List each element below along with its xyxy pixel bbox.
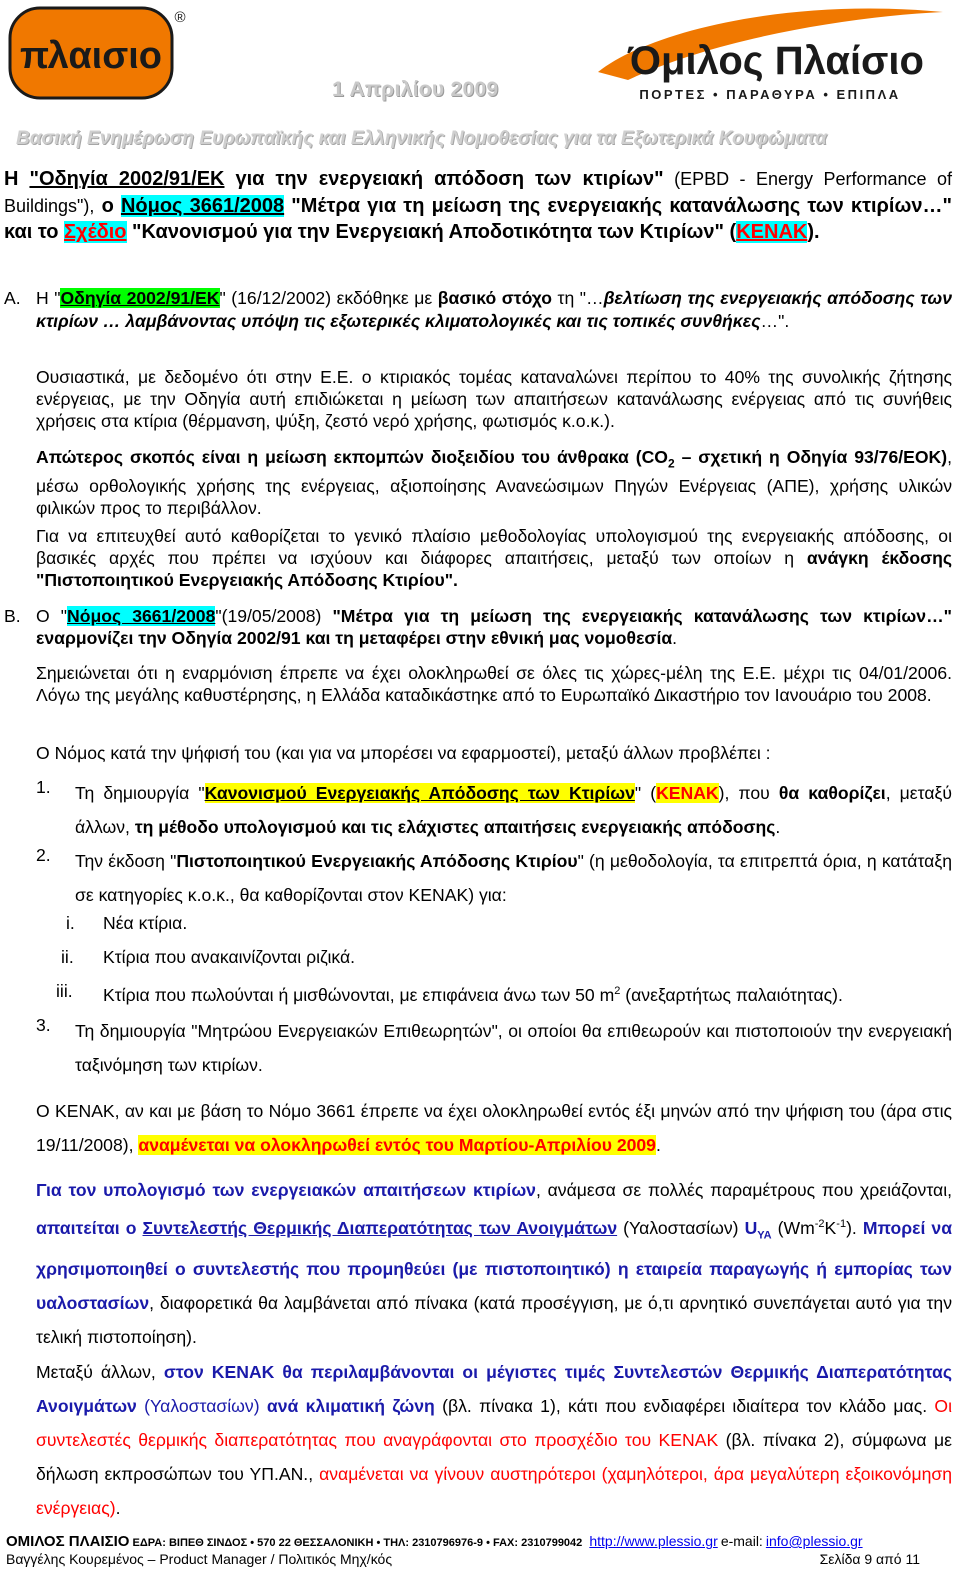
section-b-paragraph-4: Ο ΚΕΝΑΚ, αν και με βάση το Νόμο 3661 έπρεπε να έχει ολοκληρωθεί εντός έξι μηνών από την ψήφιση του (άρα στις 19/11/2008), αναμένεται να ολοκληρωθεί εντός του Μαρτίου-Απριλίου 2009. xyxy=(36,1101,952,1155)
intro-paragraph: Η "Οδηγία 2002/91/ΕΚ για την ενεργειακή απόδοση των κτιρίων" (EPBD - Energy Performance of Buildings"), ο Νόμος 3661/2008 "Μέτρα για τη μείωση της ενεργειακής κατανάλωσης των κτιρίων…" και το Σχέδιο "Κανονισμού για την Ενεργειακή Αποδοτικότητα των Κτιρίων" (ΚΕΝΑΚ). xyxy=(4,168,953,243)
sublist-item-i: Νέα κτίρια. xyxy=(103,913,188,933)
section-a-paragraph-3: Απώτερος σκοπός είναι η μείωση εκπομπών διοξειδίου του άνθρακα ($CO_2$ – σχετική η Οδηγία 93/76/ΕΟΚ), μέσω ορθολογικής χρήσης της ενέργειας, αξιοποίησης Ανανεώσιμων Πηγών Ενέργειας (ΑΠΕ), χρήσης υλικών φιλικών προς το περιβάλλον. xyxy=(36,447,952,518)
svg-text:πλαισιο: πλαισιο xyxy=(19,35,163,77)
sublist-item-iii: Κτίρια που πωλούνται ή μισθώνονται, με επιφάνεια άνω των 50 $m^2$ (ανεξαρτήτως παλαιότητας). xyxy=(103,984,843,1005)
sublist-number-i: i. xyxy=(66,913,75,933)
svg-text:ΠΟΡΤΕΣ • ΠΑΡΑΘΥΡΑ • ΕΠΙΠΛΑ: ΠΟΡΤΕΣ • ΠΑΡΑΘΥΡΑ • ΕΠΙΠΛΑ xyxy=(639,87,901,102)
section-a-paragraph-2: Ουσιαστικά, με δεδομένο ότι στην Ε.Ε. ο κτιριακός τομέας καταναλώνει περίπου το 40% της συνολικής ζήτησης ενέργειας, με την Οδηγία αυτή επιδιώκεται η μείωση των απαιτήσεων κατανάλωσης ενέργειας από τις συνήθεις χρήσεις στα κτίρια (θέρμανση, ψύξη, ζεστό νερό χρήσης, φωτισμός κ.ο.κ.). xyxy=(36,367,952,431)
section-b-paragraph-3: Ο Νόμος κατά την ψήφισή του (και για να μπορέσει να εφαρμοστεί), μεταξύ άλλων προβλέπει : xyxy=(36,743,771,763)
svg-text:®: ® xyxy=(174,9,186,26)
list-item-1: Τη δημιουργία "Κανονισμού Ενεργειακής Απόδοσης των Κτιρίων" (ΚΕΝΑΚ), που θα καθορίζει, μεταξύ άλλων, τη μέθοδο υπολογισμού και τις ελάχιστες απαιτήσεις ενεργειακής απόδοσης. xyxy=(75,783,953,837)
directive-link-a[interactable]: Οδηγία 2002/91/ΕΚ xyxy=(60,288,220,308)
plaisio-logo xyxy=(8,6,188,100)
section-a-intro: Η "Οδηγία 2002/91/ΕΚ" (16/12/2002) εκδόθηκε με βασικό στόχο τη "…βελτίωση της ενεργειακής απόδοσης των κτιρίων … λαμβάνοντας υπόψη τις εξωτερικές κλιματολογικές και τις τοπικές συνθήκες…". xyxy=(36,288,953,331)
list-number-2: 2. xyxy=(36,845,51,865)
section-b-intro: Ο "Νόμος 3661/2008"(19/05/2008) "Μέτρα για τη μείωση της ενεργειακής κατανάλωσης των κτιρίων…" εναρμονίζει την Οδηγία 2002/91 και τη μεταφέρει στην εθνική μας νομοθεσία. xyxy=(36,606,953,648)
section-a-paragraph-4: Για να επιτευχθεί αυτό καθορίζεται το γενικό πλαίσιο μεθοδολογίας υπολογισμού της ενεργειακής απόδοσης, οι βασικές αρχές που πρέπει να ισχύουν και διάφορες απαιτήσεις, μεταξύ των οποίων η ανάγκη έκδοσης "Πιστοποιητικού Ενεργειακής Απόδοσης Κτιρίου". xyxy=(36,526,952,590)
document-subtitle: Βασική Ενημέρωση Ευρωπαϊκής και Ελληνικής Νομοθεσίας για τα Εξωτερικά Κουφώματα xyxy=(16,128,827,149)
footer-email-link[interactable]: info@plessio.gr xyxy=(765,1533,863,1549)
svg-text:Όμιλος Πλαίσιο: Όμιλος Πλαίσιο xyxy=(628,39,924,83)
omilos-plaisio-logo xyxy=(588,2,948,106)
document-date: 1 Απριλίου 2009 xyxy=(332,78,499,101)
section-b-paragraph-6: Μεταξύ άλλων, στον ΚΕΝΑΚ θα περιλαμβάνονται οι μέγιστες τιμές Συντελεστών Θερμικής Διαπερατότητας Ανοιγμάτων (Υαλοστασίων) ανά κλιματική ζώνη (βλ. πίνακα 1), κάτι που ενδιαφέρει ιδιαίτερα τον κλάδο μας. Οι συντελεστές θερμικής διαπερατότητας που αναγράφονται στο προσχέδιο του ΚΕΝΑΚ (βλ. πίνακα 2), σύμφωνα με δήλωση εκπροσώπων του ΥΠ.ΑΝ., αναμένεται να γίνουν αυστηρότεροι (χαμηλότεροι, άρα μεγαλύτερη εξοικονόμηση ενέργειας). xyxy=(36,1362,953,1518)
footer-page-number: Σελίδα 9 από 11 xyxy=(819,1551,920,1567)
draft-link[interactable]: Σχέδιο xyxy=(64,221,127,243)
section-a-label: Α. xyxy=(4,288,21,308)
list-number-1: 1. xyxy=(36,777,51,797)
footer-address: ΕΔΡΑ: ΒΙΠΕΘ ΣΙΝΔΟΣ • 570 22 ΘΕΣΣΑΛΟΝΙΚΗ • ΤΗΛ: 2310796976-9 • FAX: 2310799042 xyxy=(132,1537,583,1549)
directive-link[interactable]: "Οδηγία 2002/91/ΕΚ xyxy=(29,168,225,190)
section-b-paragraph-2: Σημειώνεται ότι η εναρμόνιση έπρεπε να έχει ολοκληρωθεί σε όλες τις χώρες-μέλη της Ε.Ε. μέχρι τις 04/01/2006. Λόγω της μεγάλης καθυστέρησης, η Ελλάδα καταδικάστηκε από το Ευρωπαϊκό Δικαστήριο τον Ιανουάριο του 2008. xyxy=(36,663,952,705)
list-item-2: Την έκδοση "Πιστοποιητικού Ενεργειακής Απόδοσης Κτιρίου" (η μεθοδολογία, τα επιτρεπτά όρια, η κατάταξη σε κατηγορίες κ.ο.κ., θα καθορίζονται στον ΚΕΝΑΚ) για: xyxy=(75,851,952,905)
footer-company: ΟΜΙΛΟΣ ΠΛΑΙΣΙΟ xyxy=(6,1533,130,1550)
list-item-3: Τη δημιουργία "Μητρώου Ενεργειακών Επιθεωρητών", οι οποίοι θα επιθεωρούν και πιστοποιούν την ενεργειακή ταξινόμηση των κτιρίων. xyxy=(75,1021,952,1075)
sublist-number-iii: iii. xyxy=(56,981,73,1001)
footer-author: Βαγγέλης Κουρεμένος – Product Manager / Πολιτικός Μηχ/κός xyxy=(6,1551,393,1567)
law-link-b[interactable]: Νόμος 3661/2008 xyxy=(67,606,216,626)
footer-contact-line xyxy=(6,1533,954,1550)
footer-email-label: e-mail: xyxy=(720,1533,763,1549)
kenak-regulation-link[interactable]: Κανονισμού Ενεργειακής Απόδοσης των Κτιρίων xyxy=(204,783,635,803)
list-number-3: 3. xyxy=(36,1015,51,1035)
sublist-number-ii: ii. xyxy=(61,947,74,967)
law-link[interactable]: Νόμος 3661/2008 xyxy=(120,194,285,217)
footer-author-line xyxy=(6,1551,954,1567)
footer-website-link[interactable]: http://www.plessio.gr xyxy=(589,1533,718,1549)
sublist-item-ii: Κτίρια που ανακαινίζονται ριζικά. xyxy=(103,947,355,967)
section-b-label: Β. xyxy=(4,606,21,626)
kenak-link[interactable]: ΚΕΝΑΚ xyxy=(736,221,808,243)
section-b-paragraph-5: Για τον υπολογισμό των ενεργειακών απαιτήσεων κτιρίων, ανάμεσα σε πολλές παραμέτρους που χρειάζονται, απαιτείται ο Συντελεστής Θερμικής Διαπερατότητας των Ανοιγμάτων (Υαλοστασίων) $U_{YA}$ $(Wm^{-2}K^{-1})$. Μπορεί να χρησιμοποιηθεί ο συντελεστής που προμηθεύει (με πιστοποιητικό) η εταιρεία παραγωγής ή εμπορίας των υαλοστασίων, διαφορετικά θα λαμβάνεται από πίνακα (κατά προσέγγιση, με ό,τι αρνητικό συνεπάγεται αυτό για την τελική πιστοποίηση). xyxy=(36,1180,953,1348)
